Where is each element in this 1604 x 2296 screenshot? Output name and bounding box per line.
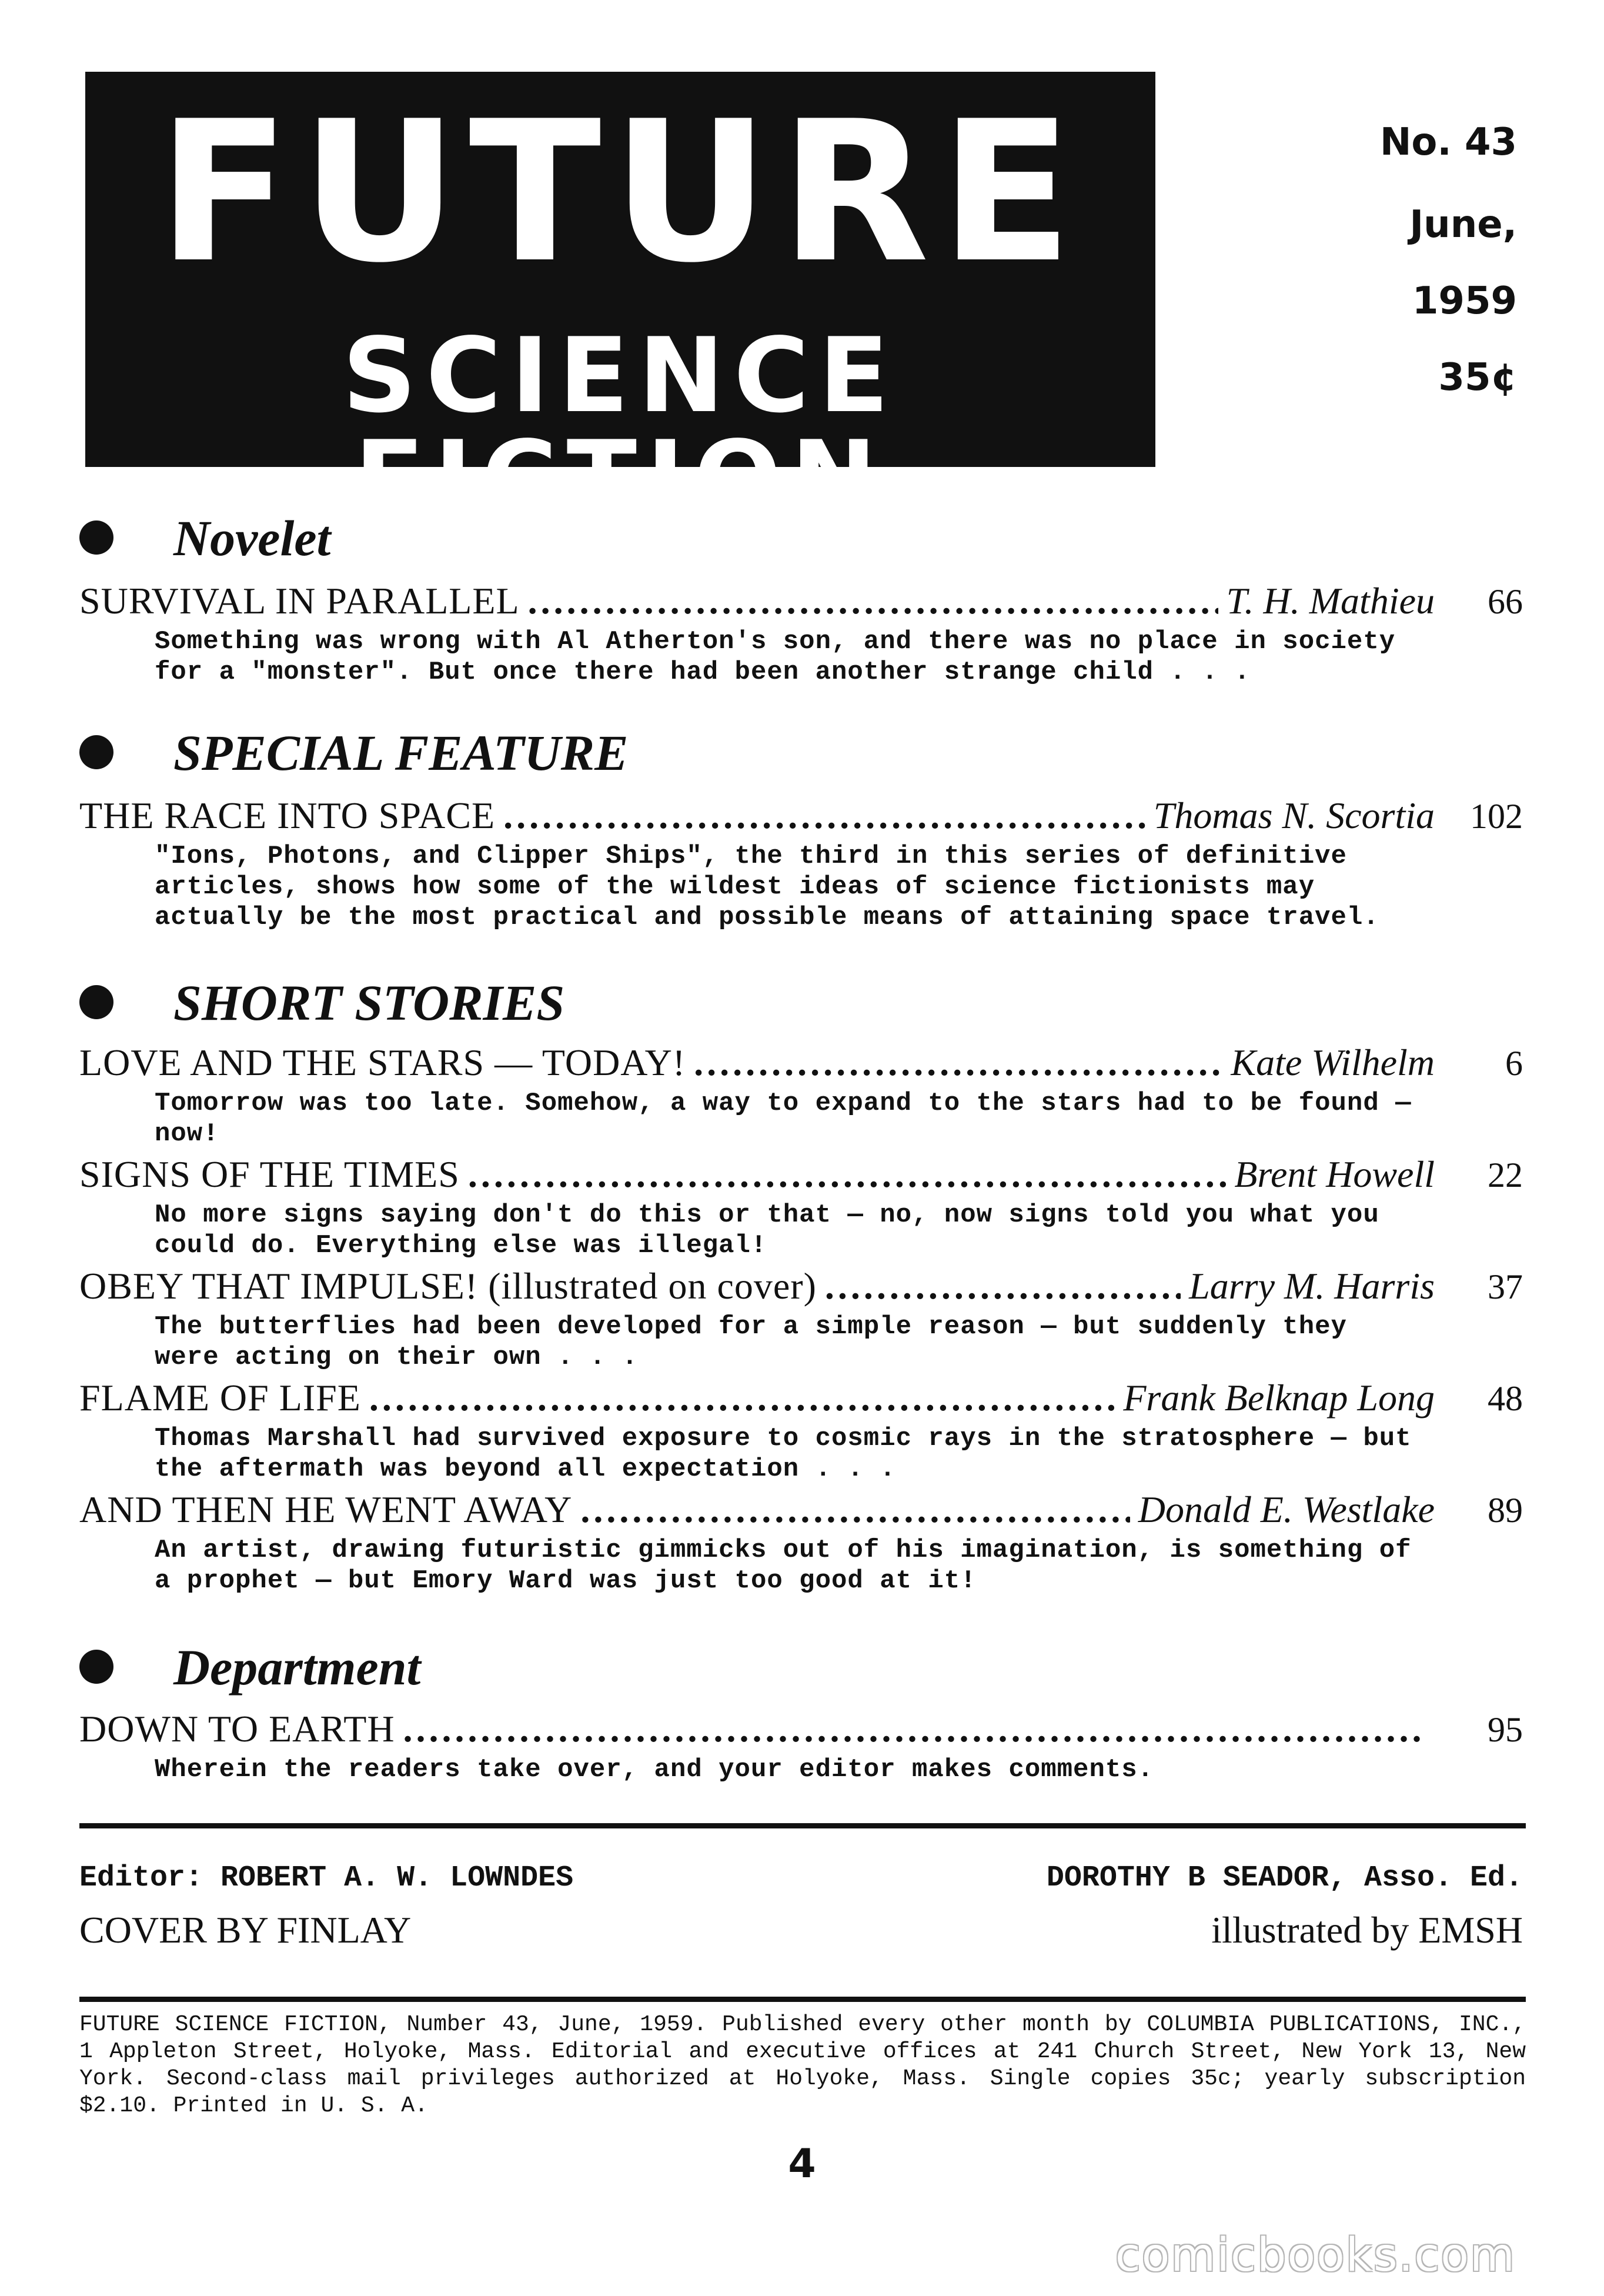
page-number: 37	[1488, 1267, 1523, 1306]
story-description: No more signs saying don't do this or that — no, now signs told you what you could do. Everything else was illegal!	[155, 1200, 1379, 1260]
story-author: T. H. Mathieu	[1226, 580, 1435, 622]
story-description: Wherein the readers take over, and your editor makes comments.	[155, 1755, 1154, 1784]
issue-number: No. 43	[1379, 121, 1517, 164]
toc-entry-love-and-the-stars[interactable]	[79, 1038, 1523, 1149]
illustration-credit: illustrated by EMSH	[1211, 1909, 1523, 1951]
story-author: Donald E. Westlake	[1138, 1489, 1435, 1530]
story-title[interactable]: DOWN TO EARTH	[79, 1708, 395, 1750]
story-author: Brent Howell	[1234, 1153, 1435, 1195]
toc-entry-the-race-into-space[interactable]	[79, 791, 1523, 933]
page-number: 95	[1488, 1710, 1523, 1749]
story-author: Larry M. Harris	[1189, 1265, 1435, 1307]
section-title: Novelet	[173, 510, 331, 566]
page-number: 102	[1470, 797, 1523, 836]
page-number: 48	[1488, 1379, 1523, 1418]
toc-entry-flame-of-life[interactable]	[79, 1373, 1523, 1484]
story-title[interactable]: THE RACE INTO SPACE	[79, 795, 496, 836]
section-title: Department	[173, 1639, 421, 1696]
folio-page-number: 4	[788, 2141, 816, 2187]
watermark-logo: comicbooks.com	[1115, 2229, 1516, 2282]
story-author: Kate Wilhelm	[1231, 1042, 1435, 1083]
masthead-title-future: FUTURE	[158, 79, 1083, 305]
leader-dots	[528, 576, 1218, 626]
leader-dots	[403, 1704, 1426, 1754]
bullet-icon	[79, 520, 113, 555]
story-title[interactable]: OBEY THAT IMPULSE! (illustrated on cover)	[79, 1265, 817, 1307]
page-number: 22	[1488, 1156, 1523, 1194]
cover-credit: COVER BY FINLAY	[79, 1909, 412, 1951]
story-title[interactable]: SURVIVAL IN PARALLEL	[79, 580, 520, 622]
toc-entry-signs-of-the-times[interactable]	[79, 1150, 1523, 1261]
editor-credit: Editor: ROBERT A. W. LOWNDES	[79, 1861, 574, 1895]
story-author: Frank Belknap Long	[1123, 1377, 1435, 1419]
leader-dots	[503, 791, 1145, 840]
toc-entry-and-then-he-went-away[interactable]	[79, 1485, 1523, 1596]
section-title: SHORT STORIES	[173, 975, 565, 1031]
leader-dots	[580, 1485, 1130, 1534]
leader-dots	[468, 1150, 1226, 1199]
section-title: SPECIAL FEATURE	[173, 725, 629, 781]
story-description: Something was wrong with Al Atherton's son, and there was no place in society for a "monster". But once there had been another strange child . . .	[155, 627, 1396, 687]
leader-dots	[694, 1038, 1222, 1087]
divider-rule	[79, 1823, 1526, 1828]
story-description: An artist, drawing futuristic gimmicks out of his imagination, is something of a prophet — but Emory Ward was just too good at it!	[155, 1536, 1412, 1596]
issue-month: June,	[1409, 203, 1517, 246]
divider-rule	[79, 1997, 1526, 2002]
publication-imprint: FUTURE SCIENCE FICTION, Number 43, June, 1959. Published every other month by COLUMBIA PUBLICATIONS, INC., 1 Appleton Street, Holyoke, Mass. Editorial and executive offices at 241 Church Street, New York 13, New York. Second-class mail privileges authorized at Holyoke, Mass. Single copies 35c; yearly subscription $2.10. Printed in U. S. A.	[79, 2012, 1526, 2118]
story-title[interactable]: FLAME OF LIFE	[79, 1377, 361, 1419]
toc-entry-down-to-earth[interactable]	[79, 1704, 1523, 1785]
bullet-icon	[79, 735, 113, 769]
associate-editor-credit: DOROTHY B SEADOR, Asso. Ed.	[1046, 1861, 1523, 1895]
page-number: 89	[1488, 1491, 1523, 1530]
story-title[interactable]: LOVE AND THE STARS — TODAY!	[79, 1042, 686, 1083]
issue-price: 35¢	[1438, 356, 1517, 399]
bullet-icon	[79, 1650, 113, 1684]
bullet-icon	[79, 985, 113, 1019]
story-title[interactable]: AND THEN HE WENT AWAY	[79, 1489, 573, 1530]
toc-entry-survival-in-parallel[interactable]	[79, 576, 1523, 688]
story-description: The butterflies had been developed for a simple reason — but suddenly they were acting on their own . . .	[155, 1312, 1347, 1372]
leader-dots	[369, 1373, 1115, 1423]
story-description: Thomas Marshall had survived exposure to cosmic rays in the stratosphere — but the aftermath was beyond all expectation . . .	[155, 1424, 1412, 1484]
story-description: Tomorrow was too late. Somehow, a way to expand to the stars had to be found — now!	[155, 1089, 1412, 1149]
story-title[interactable]: SIGNS OF THE TIMES	[79, 1153, 460, 1195]
leader-dots	[825, 1262, 1181, 1311]
issue-year: 1959	[1412, 279, 1517, 323]
page-number: 6	[1505, 1044, 1523, 1083]
story-description: "Ions, Photons, and Clipper Ships", the third in this series of definitive articles, shows how some of the wildest ideas of science fictionists may actually be the most practical and possible means of attaining space travel.	[155, 842, 1379, 932]
masthead-title-science-fiction: SCIENCE FICTION	[342, 316, 898, 539]
toc-entry-obey-that-impulse[interactable]	[79, 1262, 1523, 1373]
page-number: 66	[1488, 582, 1523, 621]
story-author: Thomas N. Scortia	[1153, 795, 1435, 836]
